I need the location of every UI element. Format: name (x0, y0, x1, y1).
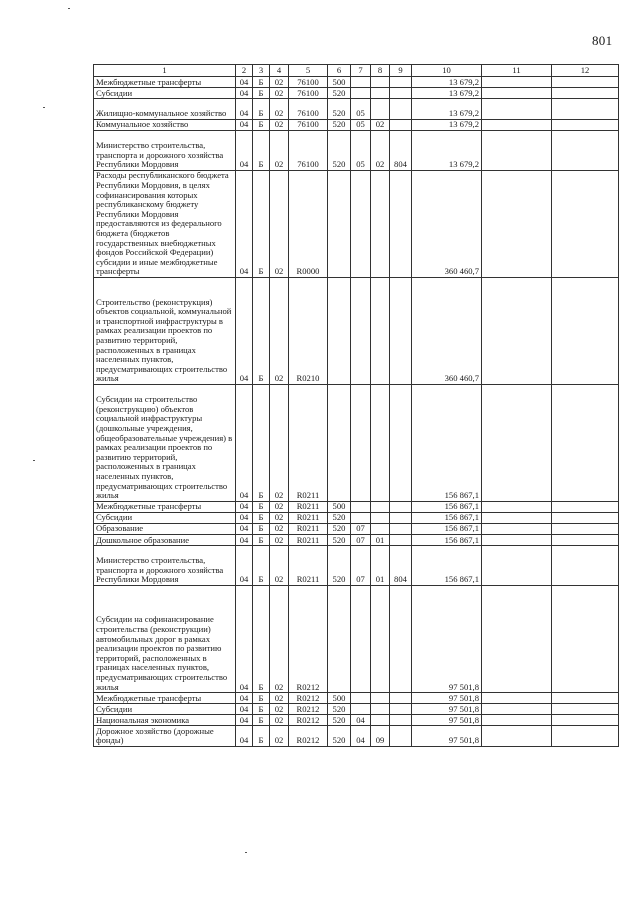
table-row (94, 88, 619, 99)
row-cell-5: R0211 (289, 512, 328, 523)
row-cell-12 (552, 277, 619, 384)
page-number: 801 (592, 33, 613, 48)
row-cell-9 (390, 704, 412, 715)
row-cell-11 (482, 726, 552, 747)
row-cell-3: Б (253, 501, 270, 512)
row-cell-9 (390, 277, 412, 384)
row-cell-8 (371, 704, 390, 715)
row-cell-12 (552, 88, 619, 99)
row-cell-7: 04 (351, 715, 371, 726)
col-header: 8 (371, 65, 390, 77)
row-cell-5: R0211 (289, 523, 328, 534)
row-cell-3: Б (253, 170, 270, 277)
row-cell-3: Б (253, 277, 270, 384)
row-cell-6: 520 (328, 512, 351, 523)
row-cell-6: 520 (328, 130, 351, 170)
row-cell-6: 520 (328, 88, 351, 99)
table-row (94, 170, 619, 277)
row-cell-3: Б (253, 726, 270, 747)
row-cell-5: 76100 (289, 77, 328, 88)
row-cell-7 (351, 77, 371, 88)
row-name-cell: Межбюджетные трансферты (94, 693, 236, 704)
row-name-cell: Субсидии (94, 88, 236, 99)
row-cell-7 (351, 586, 371, 693)
table-row (94, 130, 619, 170)
row-cell-11 (482, 385, 552, 502)
row-cell-9 (390, 693, 412, 704)
row-cell-6 (328, 277, 351, 384)
scan-speck (33, 460, 35, 461)
row-cell-2: 04 (236, 546, 253, 586)
row-cell-9 (390, 523, 412, 534)
row-cell-7: 05 (351, 130, 371, 170)
row-cell-2: 04 (236, 715, 253, 726)
scan-speck (43, 107, 45, 108)
row-cell-9 (390, 170, 412, 277)
row-name-cell: Дорожное хозяйство (дорожные фонды) (94, 726, 236, 747)
row-cell-3: Б (253, 130, 270, 170)
row-cell-10: 97 501,8 (412, 726, 482, 747)
row-cell-5: R0211 (289, 535, 328, 546)
row-cell-2: 04 (236, 385, 253, 502)
row-cell-12 (552, 726, 619, 747)
budget-table (93, 64, 619, 747)
row-cell-11 (482, 88, 552, 99)
table-row (94, 77, 619, 88)
table-row (94, 119, 619, 130)
row-cell-12 (552, 512, 619, 523)
row-cell-7: 07 (351, 523, 371, 534)
row-cell-6: 500 (328, 77, 351, 88)
row-cell-7 (351, 512, 371, 523)
row-cell-6: 520 (328, 523, 351, 534)
row-cell-8 (371, 693, 390, 704)
row-cell-9: 804 (390, 130, 412, 170)
row-cell-11 (482, 77, 552, 88)
row-name-cell: Субсидии на строительство (реконструкцию) объектов социальной инфраструктуры (дошкольные учреждения, общеобразовательные учреждения) в рамках реализации проектов по развитию территорий, расположенных в границах населенных пунктов, предусматривающих строительство жилья (94, 385, 236, 502)
table-row (94, 99, 619, 120)
row-cell-11 (482, 693, 552, 704)
row-cell-12 (552, 586, 619, 693)
row-cell-2: 04 (236, 535, 253, 546)
row-name-cell: Министерство строительства, транспорта и дорожного хозяйства Республики Мордовия (94, 546, 236, 586)
row-name-cell: Расходы республиканского бюджета Республики Мордовия, в целях софинансирования которых республиканскому бюджету Республики Мордовия предоставляются из федерального бюджета (бюджетов государственных внебюджетных фондов Российской Федерации) субсидии и иные межбюджетные трансферты (94, 170, 236, 277)
table-row (94, 704, 619, 715)
row-cell-4: 02 (270, 523, 289, 534)
table-row (94, 501, 619, 512)
row-cell-5: R0211 (289, 501, 328, 512)
col-header: 2 (236, 65, 253, 77)
row-cell-5: 76100 (289, 119, 328, 130)
row-cell-3: Б (253, 99, 270, 120)
row-cell-2: 04 (236, 512, 253, 523)
table-row (94, 726, 619, 747)
row-cell-11 (482, 119, 552, 130)
row-cell-12 (552, 693, 619, 704)
row-cell-6: 520 (328, 119, 351, 130)
row-cell-2: 04 (236, 726, 253, 747)
header-row (94, 65, 619, 77)
row-cell-11 (482, 277, 552, 384)
row-cell-6: 520 (328, 726, 351, 747)
row-cell-8: 02 (371, 130, 390, 170)
row-cell-3: Б (253, 535, 270, 546)
row-cell-2: 04 (236, 277, 253, 384)
row-cell-7: 07 (351, 546, 371, 586)
row-cell-4: 02 (270, 512, 289, 523)
row-cell-3: Б (253, 546, 270, 586)
table-body (94, 77, 619, 747)
table-row (94, 586, 619, 693)
row-cell-4: 02 (270, 586, 289, 693)
row-cell-7 (351, 704, 371, 715)
row-cell-4: 02 (270, 277, 289, 384)
row-cell-3: Б (253, 119, 270, 130)
row-cell-7: 05 (351, 119, 371, 130)
row-cell-4: 02 (270, 99, 289, 120)
row-cell-3: Б (253, 586, 270, 693)
table-row (94, 693, 619, 704)
row-cell-2: 04 (236, 77, 253, 88)
table-row (94, 715, 619, 726)
row-cell-5: R0212 (289, 715, 328, 726)
row-cell-4: 02 (270, 501, 289, 512)
row-cell-10: 97 501,8 (412, 715, 482, 726)
row-name-cell: Образование (94, 523, 236, 534)
row-cell-8 (371, 715, 390, 726)
row-cell-5: R0000 (289, 170, 328, 277)
row-cell-4: 02 (270, 88, 289, 99)
row-cell-2: 04 (236, 586, 253, 693)
row-cell-7 (351, 277, 371, 384)
row-cell-5: 76100 (289, 99, 328, 120)
row-cell-4: 02 (270, 535, 289, 546)
col-header: 4 (270, 65, 289, 77)
row-cell-2: 04 (236, 88, 253, 99)
row-cell-11 (482, 715, 552, 726)
table-row (94, 535, 619, 546)
row-cell-3: Б (253, 385, 270, 502)
row-cell-9 (390, 535, 412, 546)
row-name-cell: Субсидии (94, 512, 236, 523)
row-cell-10: 13 679,2 (412, 99, 482, 120)
row-cell-4: 02 (270, 77, 289, 88)
row-cell-9 (390, 501, 412, 512)
row-cell-11 (482, 130, 552, 170)
row-cell-7 (351, 170, 371, 277)
row-name-cell: Дошкольное образование (94, 535, 236, 546)
row-cell-9: 804 (390, 546, 412, 586)
row-cell-6: 520 (328, 546, 351, 586)
row-cell-6: 520 (328, 99, 351, 120)
row-cell-3: Б (253, 715, 270, 726)
row-name-cell: Жилищно-коммунальное хозяйство (94, 99, 236, 120)
row-cell-3: Б (253, 693, 270, 704)
row-name-cell: Коммунальное хозяйство (94, 119, 236, 130)
row-cell-2: 04 (236, 693, 253, 704)
row-cell-5: R0212 (289, 726, 328, 747)
row-cell-5: R0211 (289, 385, 328, 502)
row-cell-11 (482, 546, 552, 586)
row-cell-9 (390, 385, 412, 502)
row-cell-12 (552, 99, 619, 120)
row-cell-9 (390, 119, 412, 130)
row-cell-10: 13 679,2 (412, 88, 482, 99)
row-cell-5: 76100 (289, 130, 328, 170)
row-cell-10: 360 460,7 (412, 277, 482, 384)
row-cell-6: 520 (328, 704, 351, 715)
row-cell-10: 156 867,1 (412, 523, 482, 534)
row-cell-3: Б (253, 88, 270, 99)
row-cell-3: Б (253, 523, 270, 534)
row-cell-2: 04 (236, 170, 253, 277)
row-cell-6: 500 (328, 693, 351, 704)
row-cell-5: R0212 (289, 693, 328, 704)
row-cell-12 (552, 715, 619, 726)
row-cell-10: 97 501,8 (412, 704, 482, 715)
scan-speck (68, 8, 70, 9)
row-name-cell: Межбюджетные трансферты (94, 501, 236, 512)
row-cell-8: 09 (371, 726, 390, 747)
row-name-cell: Министерство строительства, транспорта и дорожного хозяйства Республики Мордовия (94, 130, 236, 170)
row-cell-8 (371, 77, 390, 88)
col-header: 5 (289, 65, 328, 77)
row-cell-11 (482, 704, 552, 715)
row-cell-8 (371, 277, 390, 384)
row-cell-7 (351, 88, 371, 99)
row-cell-12 (552, 523, 619, 534)
row-cell-2: 04 (236, 130, 253, 170)
row-cell-7: 05 (351, 99, 371, 120)
row-cell-7: 04 (351, 726, 371, 747)
row-cell-10: 13 679,2 (412, 77, 482, 88)
table-row (94, 277, 619, 384)
row-cell-8 (371, 170, 390, 277)
table-row (94, 546, 619, 586)
row-cell-8 (371, 586, 390, 693)
col-header: 3 (253, 65, 270, 77)
row-cell-11 (482, 586, 552, 693)
row-cell-10: 13 679,2 (412, 130, 482, 170)
row-cell-8: 01 (371, 535, 390, 546)
row-cell-10: 156 867,1 (412, 512, 482, 523)
row-cell-10: 156 867,1 (412, 501, 482, 512)
row-cell-8 (371, 88, 390, 99)
row-cell-2: 04 (236, 99, 253, 120)
row-cell-5: R0211 (289, 546, 328, 586)
row-cell-10: 156 867,1 (412, 385, 482, 502)
row-cell-4: 02 (270, 704, 289, 715)
row-cell-12 (552, 704, 619, 715)
table-row (94, 523, 619, 534)
row-cell-11 (482, 501, 552, 512)
row-cell-8 (371, 523, 390, 534)
col-header: 1 (94, 65, 236, 77)
row-cell-4: 02 (270, 726, 289, 747)
table-row (94, 385, 619, 502)
row-cell-11 (482, 512, 552, 523)
row-cell-10: 156 867,1 (412, 535, 482, 546)
row-cell-7: 07 (351, 535, 371, 546)
row-cell-9 (390, 726, 412, 747)
row-cell-12 (552, 119, 619, 130)
col-header: 9 (390, 65, 412, 77)
row-cell-12 (552, 130, 619, 170)
row-cell-10: 97 501,8 (412, 586, 482, 693)
row-cell-4: 02 (270, 715, 289, 726)
row-cell-8 (371, 512, 390, 523)
scan-speck (245, 852, 247, 853)
row-cell-12 (552, 546, 619, 586)
row-cell-8 (371, 385, 390, 502)
row-cell-2: 04 (236, 501, 253, 512)
row-cell-9 (390, 715, 412, 726)
row-name-cell: Межбюджетные трансферты (94, 77, 236, 88)
row-cell-9 (390, 77, 412, 88)
col-header: 7 (351, 65, 371, 77)
row-cell-11 (482, 170, 552, 277)
row-cell-9 (390, 88, 412, 99)
row-cell-12 (552, 385, 619, 502)
row-cell-6: 500 (328, 501, 351, 512)
row-cell-8: 02 (371, 119, 390, 130)
row-cell-11 (482, 523, 552, 534)
row-cell-9 (390, 586, 412, 693)
row-name-cell: Субсидии на софинансирование строительства (реконструкции) автомобильных дорог в рамках реализации проектов по развитию территорий, расположенных в границах населенных пунктов, предусматривающих строительство жилья (94, 586, 236, 693)
row-cell-12 (552, 170, 619, 277)
row-cell-5: R0210 (289, 277, 328, 384)
row-cell-3: Б (253, 77, 270, 88)
row-cell-5: R0212 (289, 704, 328, 715)
row-cell-4: 02 (270, 130, 289, 170)
row-cell-12 (552, 535, 619, 546)
row-cell-6 (328, 385, 351, 502)
row-cell-8: 01 (371, 546, 390, 586)
row-cell-9 (390, 99, 412, 120)
col-header: 12 (552, 65, 619, 77)
row-cell-4: 02 (270, 119, 289, 130)
col-header: 10 (412, 65, 482, 77)
row-cell-7 (351, 693, 371, 704)
row-cell-11 (482, 99, 552, 120)
row-cell-12 (552, 77, 619, 88)
row-cell-4: 02 (270, 693, 289, 704)
row-cell-12 (552, 501, 619, 512)
row-cell-10: 97 501,8 (412, 693, 482, 704)
row-cell-5: 76100 (289, 88, 328, 99)
col-header: 6 (328, 65, 351, 77)
row-cell-6 (328, 586, 351, 693)
table-row (94, 512, 619, 523)
row-cell-6 (328, 170, 351, 277)
row-name-cell: Субсидии (94, 704, 236, 715)
row-name-cell: Национальная экономика (94, 715, 236, 726)
row-cell-8 (371, 501, 390, 512)
row-cell-4: 02 (270, 546, 289, 586)
row-cell-2: 04 (236, 119, 253, 130)
row-cell-3: Б (253, 512, 270, 523)
row-cell-4: 02 (270, 385, 289, 502)
row-cell-8 (371, 99, 390, 120)
row-cell-7 (351, 501, 371, 512)
row-cell-2: 04 (236, 704, 253, 715)
row-cell-11 (482, 535, 552, 546)
col-header: 11 (482, 65, 552, 77)
row-cell-3: Б (253, 704, 270, 715)
row-name-cell: Строительство (реконструкция) объектов социальной, коммунальной и транспортной инфраструктуры в рамках реализации проектов по развитию территорий, расположенных в границах населенных пунктов, предусматривающих строительство жилья (94, 277, 236, 384)
row-cell-6: 520 (328, 715, 351, 726)
row-cell-10: 13 679,2 (412, 119, 482, 130)
row-cell-6: 520 (328, 535, 351, 546)
row-cell-4: 02 (270, 170, 289, 277)
row-cell-10: 156 867,1 (412, 546, 482, 586)
row-cell-10: 360 460,7 (412, 170, 482, 277)
row-cell-2: 04 (236, 523, 253, 534)
row-cell-9 (390, 512, 412, 523)
row-cell-5: R0212 (289, 586, 328, 693)
row-cell-7 (351, 385, 371, 502)
